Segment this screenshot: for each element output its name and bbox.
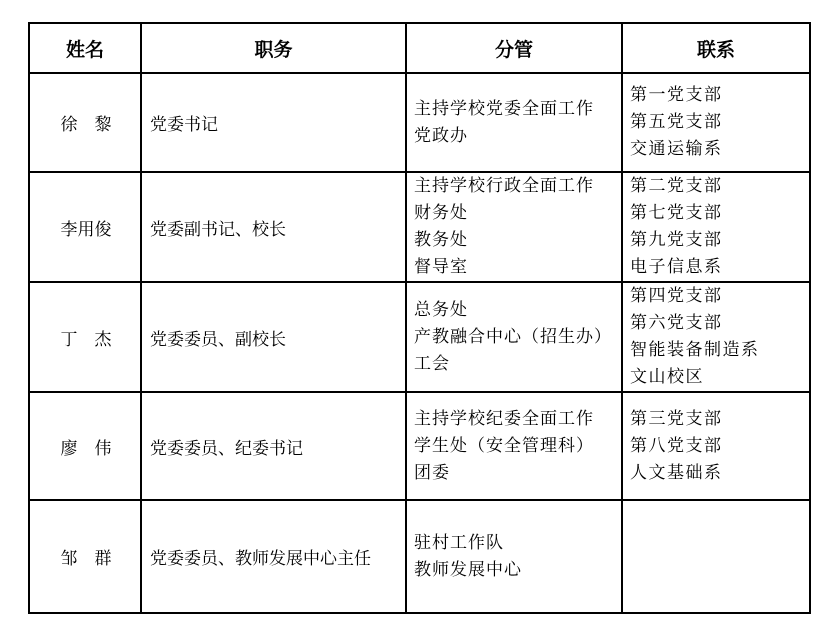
contact-item: 第七党支部 (630, 203, 723, 223)
contact-item: 第九党支部 (630, 230, 723, 250)
charge-item: 党政办 (414, 125, 468, 146)
person-name: 丁 杰 (60, 329, 112, 350)
contact-cell (622, 500, 810, 613)
charge-cell (406, 172, 622, 282)
charge-item: 督导室 (414, 257, 468, 277)
position-cell: 党委委员、纪委书记 (141, 392, 406, 500)
person-name: 廖 伟 (60, 438, 112, 459)
contact-item: 第二党支部 (630, 176, 723, 196)
name-cell (29, 172, 141, 282)
charge-cell (406, 73, 622, 172)
table-row (29, 172, 810, 282)
charge-item: 产教融合中心（招生办） (414, 326, 612, 347)
person-name: 李用俊 (60, 219, 112, 240)
header-name: 姓名 (29, 23, 141, 73)
charge-item: 学生处（安全管理科） (414, 435, 594, 456)
contact-item: 第四党支部 (630, 286, 723, 306)
header-position: 职务 (141, 23, 406, 73)
charge-item: 团委 (414, 462, 450, 483)
charge-item: 财务处 (414, 203, 468, 223)
charge-cell (406, 392, 622, 500)
charge-item: 总务处 (414, 299, 468, 320)
charge-item: 教务处 (414, 230, 468, 250)
charge-item: 工会 (414, 353, 450, 374)
contact-cell (622, 282, 810, 392)
contact-cell (622, 172, 810, 282)
contact-item: 人文基础系 (630, 462, 723, 483)
charge-item: 主持学校行政全面工作 (414, 176, 594, 196)
name-cell (29, 500, 141, 613)
position-cell: 党委委员、教师发展中心主任 (141, 500, 406, 613)
charge-cell (406, 500, 622, 613)
person-name: 邹 群 (60, 549, 112, 569)
contact-item: 第一党支部 (630, 85, 723, 105)
charge-cell (406, 282, 622, 392)
contact-item: 智能装备制造系 (630, 340, 760, 360)
contact-cell (622, 73, 810, 172)
charge-item: 主持学校纪委全面工作 (414, 408, 594, 429)
contact-item: 第五党支部 (630, 112, 723, 132)
charge-item: 教师发展中心 (414, 559, 522, 580)
contact-item: 第八党支部 (630, 435, 723, 456)
table-row (29, 500, 810, 613)
header-contact: 联系 (622, 23, 810, 73)
person-name: 徐 黎 (60, 115, 112, 135)
contact-cell (622, 392, 810, 500)
header-row (29, 23, 810, 73)
table-row (29, 282, 810, 392)
contact-item: 第六党支部 (630, 313, 723, 333)
position-cell: 党委委员、副校长 (141, 282, 406, 392)
contact-item: 文山校区 (630, 367, 704, 387)
charge-item: 驻村工作队 (414, 532, 504, 553)
leadership-table (28, 22, 811, 614)
name-cell (29, 282, 141, 392)
charge-item: 主持学校党委全面工作 (414, 98, 594, 119)
header-charge: 分管 (406, 23, 622, 73)
table-row (29, 73, 810, 172)
name-cell (29, 392, 141, 500)
table-row (29, 392, 810, 500)
name-cell (29, 73, 141, 172)
contact-item: 电子信息系 (630, 257, 723, 277)
position-cell: 党委副书记、校长 (141, 172, 406, 282)
contact-item: 第三党支部 (630, 408, 723, 429)
position-cell: 党委书记 (141, 73, 406, 172)
contact-item: 交通运输系 (630, 139, 723, 159)
